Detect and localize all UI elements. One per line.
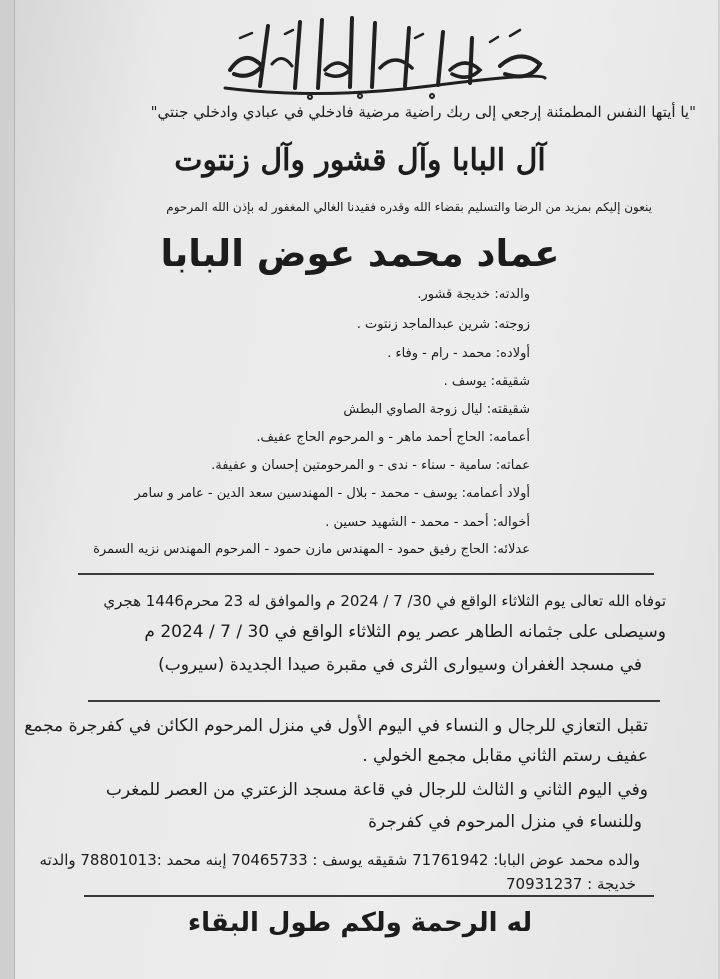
prayer-line: وسيصلى على جثمانه الطاهر عصر يوم الثلاثاء الواقع في 30 / 7 / 2024 م — [144, 622, 666, 642]
burial-line: في مسجد الغفران وسيوارى الثرى في مقبرة صيدا الجديدة (سيروب) — [158, 655, 642, 675]
closing-phrase: له الرحمة ولكم طول البقاء — [187, 908, 533, 938]
relative-cousins: أولاد أعمامه: يوسف - محمد - بلال - المهندسين سعد الدين - عامر و سامر — [134, 486, 530, 501]
announcement-intro: ينعون إليكم بمزيد من الرضا والتسليم بقضاء الله وقدره فقيدنا الغالي المغفور له بإذن الله المرحوم — [166, 200, 652, 214]
families-heading: آل البابا وآل قشور وآل زنتوت — [174, 143, 546, 178]
quran-verse: "يا أيتها النفس المطمئنة إرجعي إلى ربك راضية مرضية فادخلي في عبادي وادخلي جنتي" — [150, 103, 696, 121]
divider-1 — [78, 573, 654, 575]
divider-3 — [84, 895, 654, 897]
death-date-line: توفاه الله تعالى يوم الثلاثاء الواقع في 30/ 7 / 2024 م والموافق له 23 محرم1446 هجري — [103, 592, 666, 610]
relative-children: أولاده: محمد - رام - وفاء . — [387, 346, 530, 361]
condolence-line-1: تقبل التعازي للرجال و النساء في اليوم الأول في منزل المرحوم الكائن في كفرجرة مجمع — [24, 716, 648, 736]
relative-wife: زوجته: شرين عبدالماجد زنتوت . — [356, 317, 530, 332]
relative-in-laws: عدلائه: الحاج رفيق حمود - المهندس مازن حمود - المرحوم المهندس نزيه السمرة — [93, 542, 530, 557]
calligraphy-title — [200, 8, 560, 103]
contact-line-2: خديجة : 70931237 — [506, 875, 636, 893]
contact-line-1: والده محمد عوض البابا: 71761942 شقيقه يوسف : 70465733 إبنه محمد :78801013 والدته — [39, 851, 640, 869]
relative-maternal-uncles: أخواله: أحمد - محمد - الشهيد حسين . — [325, 515, 530, 530]
relative-paternal-uncles: أعمامه: الحاج أحمد ماهر - و المرحوم الحاج عفيف. — [256, 430, 530, 445]
deceased-name: عماد محمد عوض البابا — [160, 232, 560, 275]
relative-brother: شقيقه: يوسف . — [443, 374, 530, 389]
relative-paternal-aunts: عماته: سامية - سناء - ندى - و المرحومتين إحسان و عفيفة. — [211, 458, 530, 473]
divider-2 — [88, 700, 660, 702]
relative-mother: والدته: خديجة قشور. — [417, 287, 530, 302]
relative-sister: شقيقته: ليال زوجة الصاوي البطش — [343, 402, 530, 417]
condolence-line-3: وفي اليوم الثاني و الثالث للرجال في قاعة مسجد الزعتري من العصر للمغرب — [105, 780, 648, 800]
condolence-line-2: عفيف رستم الثاني مقابل مجمع الخولي . — [362, 746, 648, 766]
condolence-line-4: وللنساء في منزل المرحوم في كفرجرة — [368, 812, 642, 832]
